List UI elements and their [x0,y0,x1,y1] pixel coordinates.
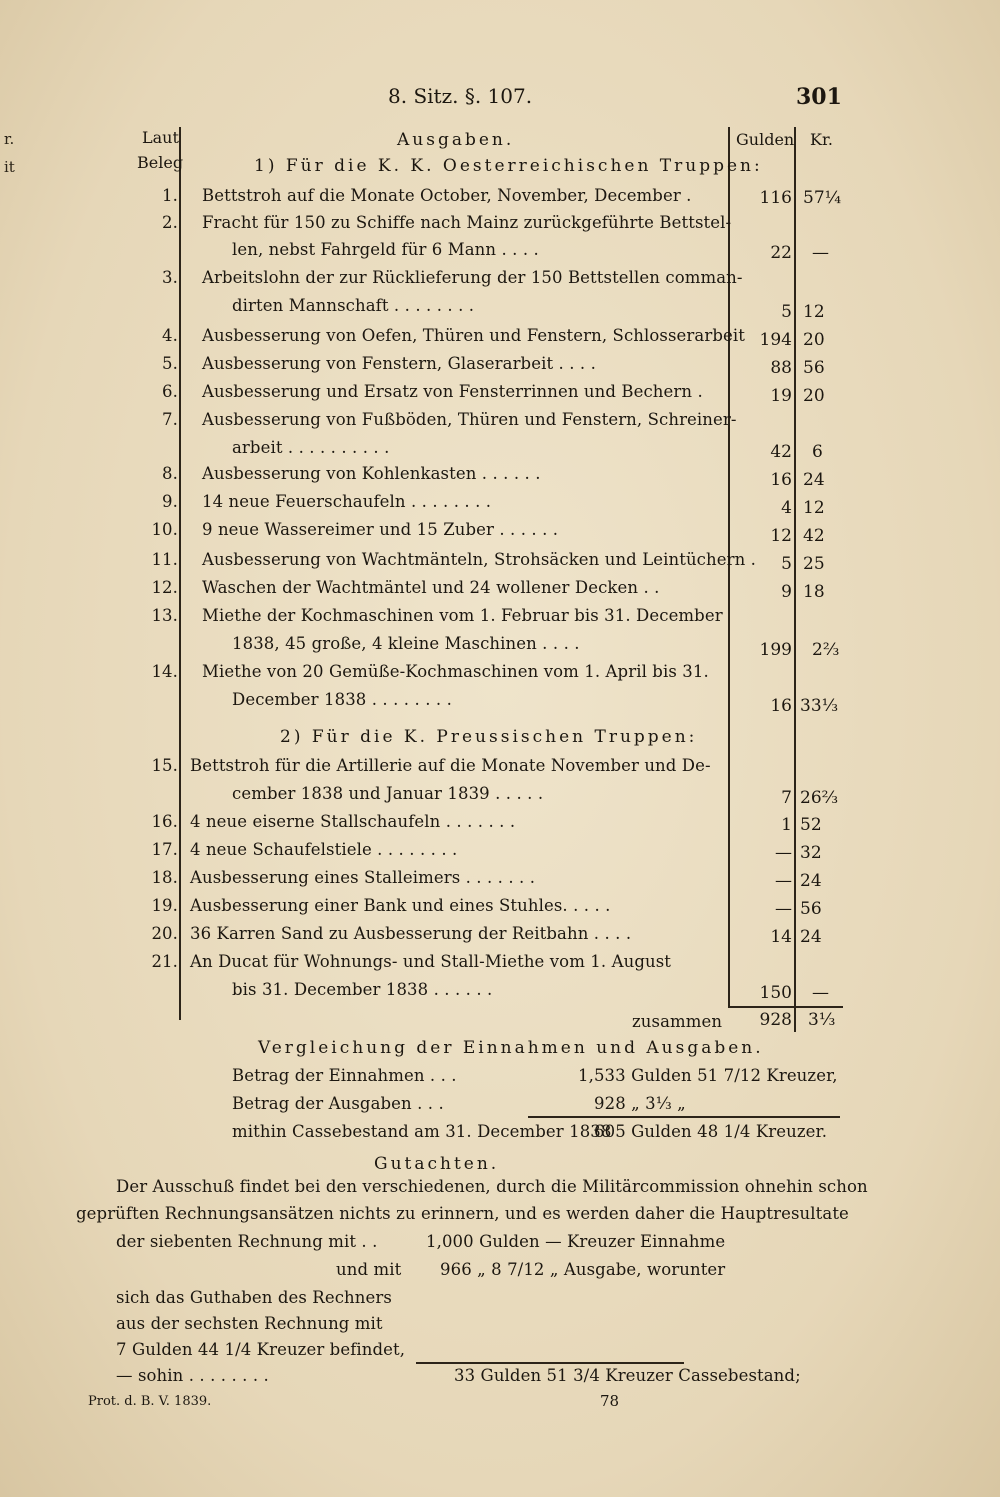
row-text: Fracht für 150 zu Schiffe nach Mainz zurückgeführte Bettstel- [202,213,732,232]
running-header: 8. Sitz. §. 107. [388,84,533,108]
margin-mark: r. [4,130,15,148]
row-text: Ausbesserung und Ersatz von Fensterrinnen und Bechern . [202,382,703,401]
group-heading: 2) Für die K. Preussischen Truppen: [280,727,698,747]
row-text: arbeit . . . . . . . . . . [232,438,390,457]
row-kreuzer: — [812,243,829,263]
row-text: Ausbesserung eines Stalleimers . . . . . . . [190,868,536,887]
row-number: 1. [162,186,178,205]
row-number: 10. [151,520,178,539]
row-number: 17. [151,840,178,859]
col-head-kreuzer: Kr. [810,130,833,149]
col-head-laut: Laut [142,128,179,147]
row-number: 7. [162,410,178,429]
row-kreuzer: 24 [800,871,822,891]
comparison-balance-value: 605 Gulden 48 1/4 Kreuzer. [594,1122,828,1141]
row-number: 16. [151,812,178,831]
row-text: cember 1838 und Januar 1839 . . . . . [232,784,544,803]
row-text: 4 neue eiserne Stallschaufeln . . . . . . . [190,812,516,831]
row-text: 9 neue Wassereimer und 15 Zuber . . . . . . [202,520,559,539]
row-gulden: 12 [770,526,792,546]
row-gulden: 4 [781,498,792,518]
margin-mark: it [4,158,15,176]
row-gulden: 14 [770,927,792,947]
sheet-number: 78 [600,1392,620,1410]
row-kreuzer: 26⅔ [800,788,839,808]
row-kreuzer: 56 [803,358,825,378]
row-gulden: 19 [770,386,792,406]
gutachten-line: geprüften Rechnungsansätzen nichts zu erinnern, und es werden daher die Hauptresultate [76,1204,849,1223]
row-gulden: 150 [759,983,792,1003]
row-kreuzer: 32 [800,843,822,863]
row-gulden: — [775,899,792,919]
row-text: 36 Karren Sand zu Ausbesserung der Reitbahn . . . . [190,924,632,943]
row-text: 4 neue Schaufelstiele . . . . . . . . [190,840,458,859]
row-gulden: 88 [770,358,792,378]
row-text: 14 neue Feuerschaufeln . . . . . . . . [202,492,492,511]
row-text: len, nebst Fahrgeld für 6 Mann . . . . [232,240,539,259]
row-number: 15. [151,756,178,775]
row-text: Miethe von 20 Gemüße-Kochmaschinen vom 1. April bis 31. [202,662,709,681]
row-text: Ausbesserung von Oefen, Thüren und Fenstern, Schlosserarbeit [202,326,745,345]
row-kreuzer: 20 [803,330,825,350]
gutachten-title: Gutachten. [374,1154,500,1174]
row-kreuzer: 2⅔ [812,640,840,660]
row-number: 8. [162,464,178,483]
row-number: 14. [151,662,178,681]
row-text: bis 31. December 1838 . . . . . . [232,980,493,999]
row-kreuzer: 42 [803,526,825,546]
comparison-income-label: Betrag der Einnahmen . . . [232,1066,457,1085]
gutachten-line: aus der sechsten Rechnung mit [116,1314,383,1333]
comparison-expense-label: Betrag der Ausgaben . . . [232,1094,444,1113]
row-gulden: 1 [781,815,792,835]
row-number: 19. [151,896,178,915]
row-number: 4. [162,326,178,345]
row-text: dirten Mannschaft . . . . . . . . [232,296,475,315]
row-gulden: 194 [759,330,792,350]
row-text: Ausbesserung von Kohlenkasten . . . . . . [202,464,541,483]
row-kreuzer: 57¼ [803,188,842,208]
row-text: Miethe der Kochmaschinen vom 1. Februar bis 31. December [202,606,723,625]
row-gulden: 7 [781,788,792,808]
col-head-ausgaben: Ausgaben. [397,130,515,150]
gutachten-line: der siebenten Rechnung mit . . [116,1232,378,1251]
row-gulden: 5 [781,302,792,322]
row-number: 9. [162,492,178,511]
row-number: 5. [162,354,178,373]
row-number: 13. [151,606,178,625]
row-kreuzer: — [812,983,829,1003]
row-number: 6. [162,382,178,401]
row-number: 20. [151,924,178,943]
row-kreuzer: 24 [800,927,822,947]
gutachten-line: — sohin . . . . . . . . [116,1366,269,1385]
row-gulden: 22 [770,243,792,263]
row-kreuzer: 12 [803,498,825,518]
row-gulden: 9 [781,582,792,602]
row-kreuzer: 56 [800,899,822,919]
row-text: Waschen der Wachtmäntel und 24 wollener Decken . . [202,578,660,597]
gutachten-line: sich das Guthaben des Rechners [116,1288,392,1307]
row-gulden: 42 [770,442,792,462]
column-rule [179,127,181,1020]
row-text: Arbeitslohn der zur Rücklieferung der 150 Bettstellen comman- [202,268,743,287]
row-number: 11. [151,550,178,569]
row-number: 12. [151,578,178,597]
sum-rule [528,1116,840,1118]
sum-rule [416,1362,684,1364]
group-heading: 1) Für die K. K. Oesterreichischen Truppen: [254,156,763,176]
page-number: 301 [796,84,842,110]
row-kreuzer: 12 [803,302,825,322]
row-number: 2. [162,213,178,232]
comparison-income-value: 1,533 Gulden 51 7/12 Kreuzer, [578,1066,838,1085]
gutachten-balance: 33 Gulden 51 3/4 Kreuzer Cassebestand; [454,1366,801,1385]
row-text: Bettstroh für die Artillerie auf die Monate November und De- [190,756,711,775]
row-text: An Ducat für Wohnungs- und Stall-Miethe vom 1. August [190,952,672,971]
row-kreuzer: 20 [803,386,825,406]
gutachten-line: Der Ausschuß findet bei den verschiedenen, durch die Militärcommission ohnehin schon [116,1177,868,1196]
total-label: zusammen [632,1012,723,1031]
row-gulden: — [775,843,792,863]
row-gulden: 16 [770,470,792,490]
row-gulden: — [775,871,792,891]
col-head-beleg: Beleg [137,153,184,172]
row-text: 1838, 45 große, 4 kleine Maschinen . . . . [232,634,580,653]
gutachten-income: 1,000 Gulden — Kreuzer Einnahme [426,1232,726,1251]
row-kreuzer: 24 [803,470,825,490]
row-kreuzer: 25 [803,554,825,574]
total-gulden: 928 [759,1010,792,1030]
row-text: Ausbesserung einer Bank und eines Stuhles. . . . . [190,896,611,915]
row-gulden: 16 [770,696,792,716]
col-head-gulden: Gulden [736,130,795,149]
row-text: Ausbesserung von Fußböden, Thüren und Fenstern, Schreiner- [202,410,737,429]
comparison-title: Vergleichung der Einnahmen und Ausgaben. [258,1038,764,1058]
footer-signature: Prot. d. B. V. 1839. [88,1394,212,1409]
row-text: December 1838 . . . . . . . . [232,690,452,709]
row-number: 18. [151,868,178,887]
row-gulden: 199 [759,640,792,660]
row-kreuzer: 33⅓ [800,696,839,716]
row-number: 21. [151,952,178,971]
gutachten-line: und mit [336,1260,402,1279]
sum-rule [728,1006,843,1008]
row-text: Ausbesserung von Wachtmänteln, Strohsäcken und Leintüchern . [202,550,757,569]
row-gulden: 116 [759,188,792,208]
column-rule [794,127,796,1032]
total-kreuzer: 3⅓ [808,1010,836,1030]
row-kreuzer: 18 [803,582,825,602]
row-gulden: 5 [781,554,792,574]
gutachten-line: 7 Gulden 44 1/4 Kreuzer befindet, [116,1340,406,1359]
row-text: Ausbesserung von Fenstern, Glaserarbeit . . . . [202,354,596,373]
row-kreuzer: 52 [800,815,822,835]
row-kreuzer: 6 [812,442,823,462]
comparison-balance-label: mithin Cassebestand am 31. December 1838 [232,1122,612,1141]
row-number: 3. [162,268,178,287]
comparison-expense-value: 928 „ 3⅓ „ [594,1094,686,1113]
gutachten-expense: 966 „ 8 7/12 „ Ausgabe, worunter [440,1260,726,1279]
row-text: Bettstroh auf die Monate October, November, December . [202,186,692,205]
